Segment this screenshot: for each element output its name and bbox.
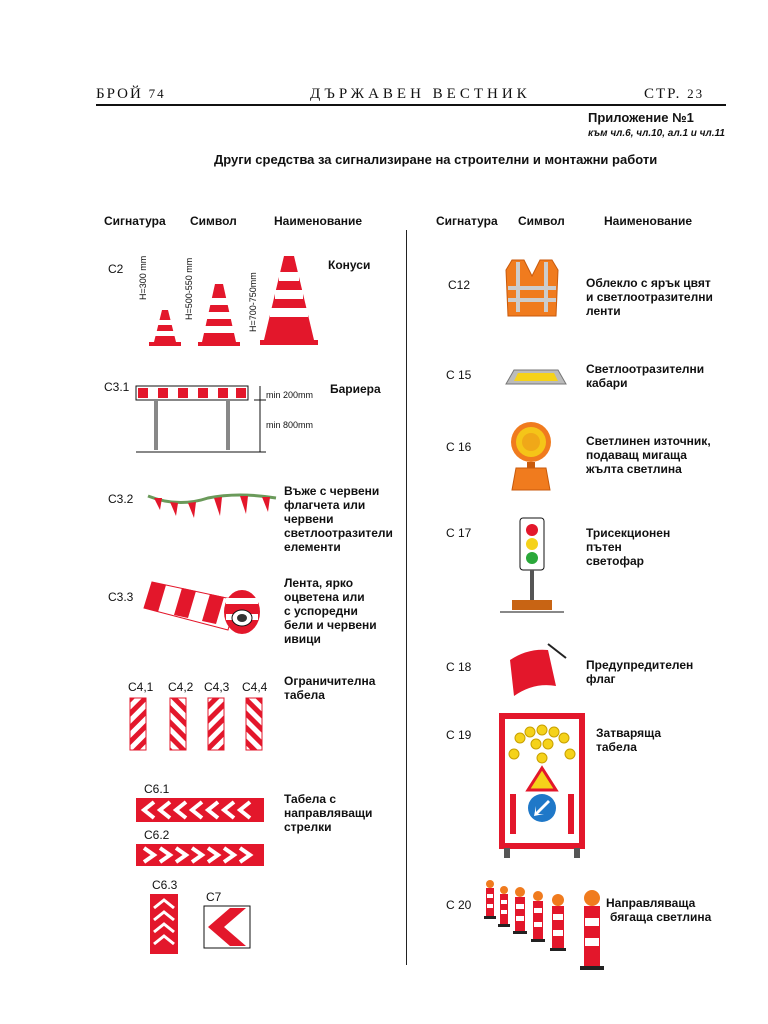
- code-c16: C 16: [446, 440, 472, 454]
- code-c4-4: C4,4: [242, 680, 268, 694]
- name-c17: Трисекционен пътен светофар: [586, 526, 671, 568]
- code-c6-1: C6.1: [144, 782, 170, 796]
- safety-vest-icon: [502, 256, 562, 320]
- warning-tape-icon: [144, 578, 264, 634]
- closing-board-icon: [500, 714, 584, 860]
- name-c15: Светлоотразителни кабари: [586, 362, 705, 390]
- flag-rope-icon: [148, 488, 278, 528]
- code-c12: C12: [448, 278, 471, 292]
- header-rule: [96, 104, 726, 106]
- barrier-dim-bottom: min 800mm: [266, 420, 314, 430]
- col-signature-right: Сигнатура: [436, 214, 498, 228]
- name-c3-1: Бариера: [330, 382, 381, 396]
- code-c3-2: C3.2: [108, 492, 134, 506]
- barrier-dim-top: min 200mm: [266, 390, 314, 400]
- page-number: СТР. 23: [644, 86, 705, 102]
- name-c12: Облекло с ярък цвят и светлоотразителни ленти: [586, 276, 713, 318]
- delineator-signs-icon: [128, 698, 268, 752]
- code-c20: C 20: [446, 898, 472, 912]
- code-c4-3: C4,3: [204, 680, 230, 694]
- chevron-boards-icon: [136, 798, 266, 868]
- name-c20: Направляваща бягаща светлина: [606, 896, 712, 924]
- code-c6-3: C6.3: [152, 878, 178, 892]
- traffic-light-icon: [500, 516, 564, 616]
- road-stud-icon: [504, 368, 568, 388]
- issue-number: БРОЙ 74: [96, 86, 166, 102]
- running-lights-icon: [480, 878, 610, 974]
- code-c4-1: C4,1: [128, 680, 154, 694]
- code-c2: C2: [108, 262, 124, 276]
- code-c6-2: C6.2: [144, 828, 170, 842]
- vertical-chevron-and-c7-icon: [150, 894, 260, 956]
- code-c19: C 19: [446, 728, 472, 742]
- name-c4: Ограничителна табела: [284, 674, 376, 702]
- cone-height-2: H=500-550 mm: [184, 257, 194, 320]
- code-c4-2: C4,2: [168, 680, 194, 694]
- column-divider: [406, 230, 407, 965]
- col-symbol-right: Символ: [518, 214, 565, 228]
- name-c2: Конуси: [328, 258, 371, 272]
- document-title: Други средства за сигнализиране на строителни и монтажни работи: [214, 152, 658, 167]
- name-c19: Затваряща табела: [596, 726, 662, 754]
- code-c17: C 17: [446, 526, 472, 540]
- traffic-cones-icon: [148, 250, 328, 350]
- name-c16: Светлинен източник, подаващ мигаща жълта светлина: [586, 434, 711, 476]
- name-c18: Предупредителен флаг: [586, 658, 694, 686]
- annex-title: Приложение №1: [588, 110, 694, 125]
- col-name-left: Наименование: [274, 214, 363, 228]
- code-c18: C 18: [446, 660, 472, 674]
- annex-reference: към чл.6, чл.10, ал.1 и чл.11: [588, 128, 725, 139]
- code-c3-3: C3.3: [108, 590, 134, 604]
- name-c6: Табела с направляващи стрелки: [284, 792, 373, 834]
- cone-height-3: H=700-750mm: [248, 272, 258, 332]
- name-c3-3: Лента, ярко оцветена или с успоредни бели и червени ивици: [284, 576, 377, 646]
- barrier-icon: [136, 386, 266, 456]
- col-signature-left: Сигнатура: [104, 214, 166, 228]
- warning-flag-icon: [504, 642, 570, 702]
- code-c15: C 15: [446, 368, 472, 382]
- col-name-right: Наименование: [604, 214, 693, 228]
- flashing-light-icon: [508, 420, 554, 496]
- name-c3-2: Въже с червени флагчета или червени светлоотразители елементи: [284, 484, 393, 554]
- newspaper-title: ДЪРЖАВЕН ВЕСТНИК: [310, 86, 531, 102]
- col-symbol-left: Символ: [190, 214, 237, 228]
- code-c7: C7: [206, 890, 222, 904]
- code-c3-1: C3.1: [104, 380, 130, 394]
- cone-height-1: H=300 mm: [138, 255, 148, 300]
